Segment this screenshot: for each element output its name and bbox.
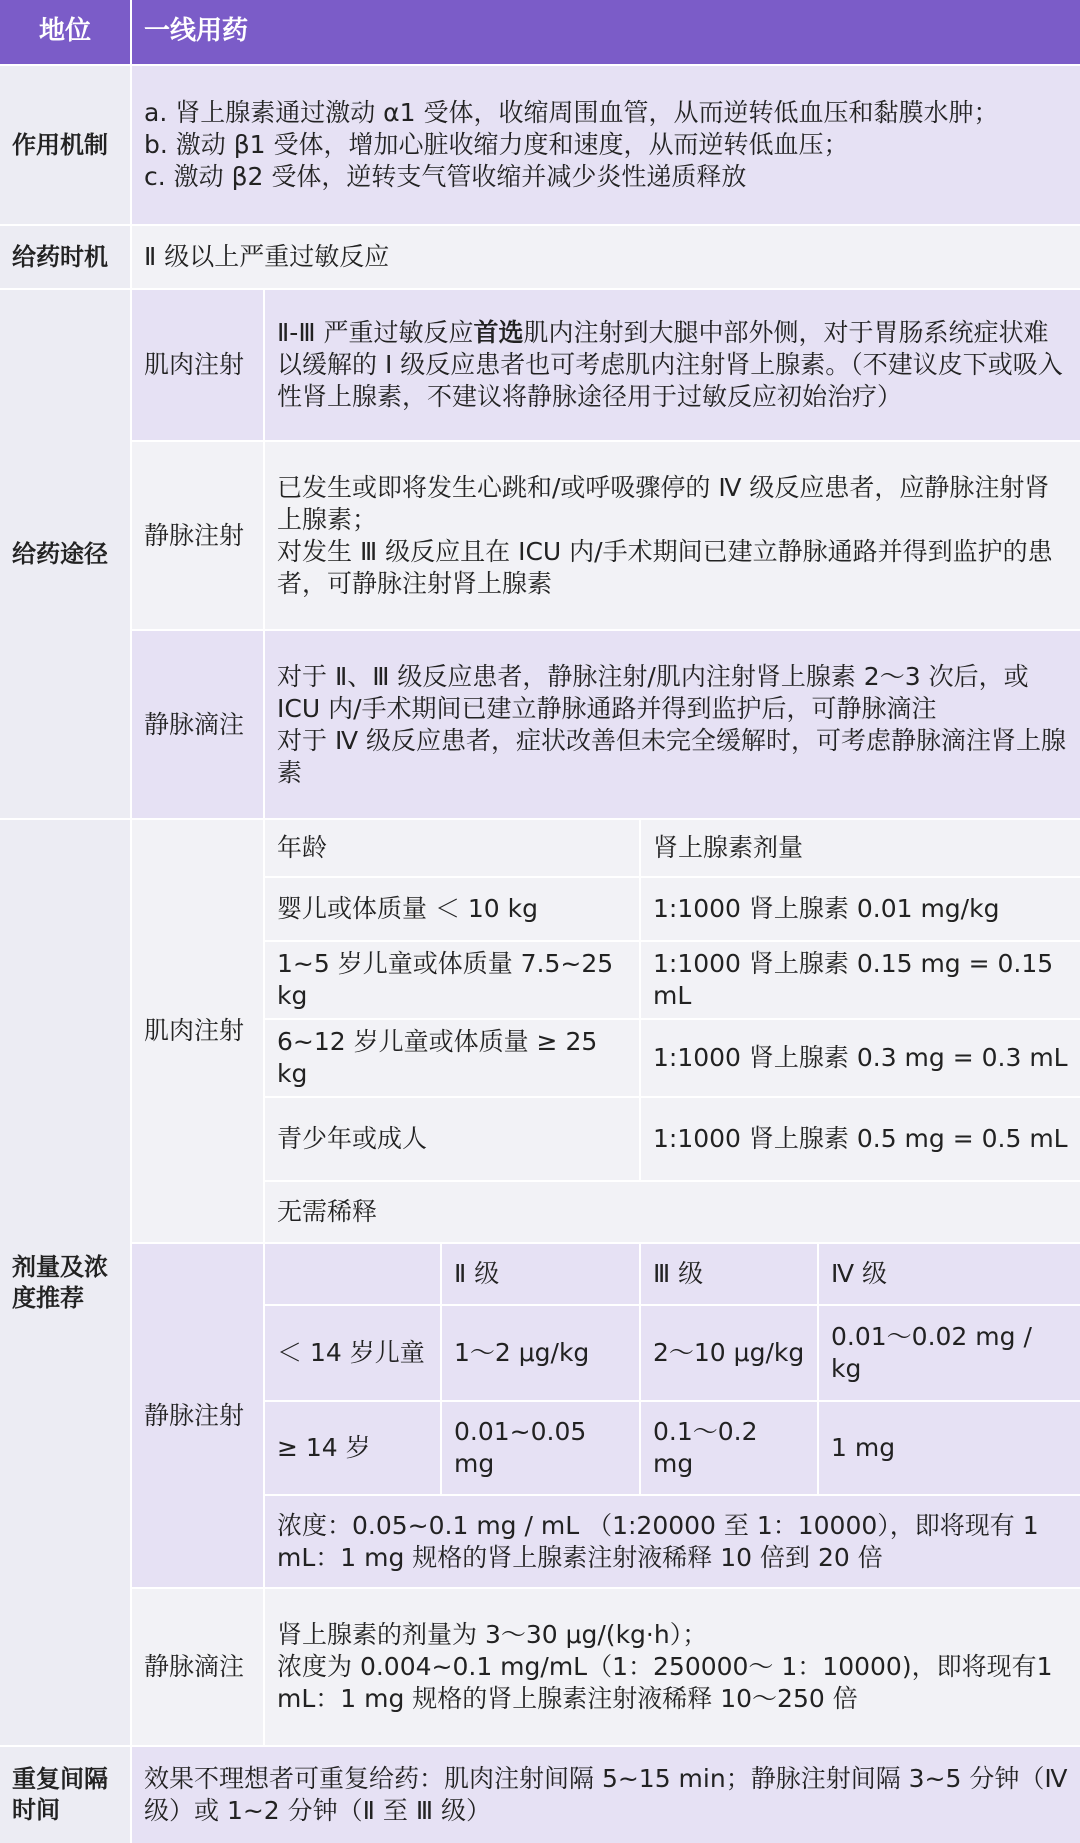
dose-im-age-1: 1~5 岁儿童或体质量 7.5~25 kg xyxy=(263,940,639,1018)
dose-iv-grade-4: Ⅳ 级 xyxy=(817,1242,1080,1304)
dose-im-note: 无需稀释 xyxy=(263,1180,1080,1242)
route-im-text-bold: 首选 xyxy=(473,318,524,347)
repeat-label: 重复间隔时间 xyxy=(0,1745,130,1843)
dose-iv-note: 浓度：0.05~0.1 mg / mL （1:20000 至 1：10000），即将现有 1 mL：1 mg 规格的肾上腺素注射液稀释 10 倍到 20 倍 xyxy=(263,1494,1080,1587)
mechanism-line-c: c. 激动 β2 受体，逆转支气管收缩并减少炎性递质释放 xyxy=(144,162,747,191)
dose-im-dose-1: 1:1000 肾上腺素 0.15 mg = 0.15 mL xyxy=(639,940,1080,1018)
dose-iv-value-0-0: 1～2 μg/kg xyxy=(440,1304,639,1400)
dose-iv-grade-2: Ⅱ 级 xyxy=(440,1242,639,1304)
route-drip-line1: 对于 Ⅱ、Ⅲ 级反应患者，静脉注射/肌内注射肾上腺素 2～3 次后，或 ICU 内/手术期间已建立静脉通路并得到监护后，可静脉滴注 xyxy=(277,661,1029,723)
dose-iv-value-0-2: 0.01～0.02 mg / kg xyxy=(817,1304,1080,1400)
mechanism-line-a: a. 肾上腺素通过激动 α1 受体，收缩周围血管，从而逆转低血压和黏膜水肿； xyxy=(144,98,999,127)
dose-im-head-dose: 肾上腺素剂量 xyxy=(639,818,1080,876)
route-iv-name: 静脉注射 xyxy=(130,440,263,629)
dose-im-head-age: 年龄 xyxy=(263,818,639,876)
header-first-line-drug: 一线用药 xyxy=(130,0,1080,64)
dose-label: 剂量及浓度推荐 xyxy=(0,818,130,1745)
dose-iv-value-0-1: 2～10 μg/kg xyxy=(639,1304,817,1400)
route-im-text-after: 肌内注射到大腿中部外侧，对于胃肠系统症状难以缓解的 I 级反应患者也可考虑肌内注射肾上腺素。（不建议皮下或吸入性肾上腺素，不建议将静脉途径用于过敏反应初始治疗） xyxy=(277,318,1063,411)
dose-im-dose-2: 1:1000 肾上腺素 0.3 mg = 0.3 mL xyxy=(639,1018,1080,1096)
dose-iv-group-1: ≥ 14 岁 xyxy=(263,1400,440,1494)
timing-label: 给药时机 xyxy=(0,224,130,288)
mechanism-label: 作用机制 xyxy=(0,64,130,224)
dose-drip-line2: 浓度为 0.004~0.1 mg/mL（1：250000～ 1：10000)，即将现有1 mL：1 mg 规格的肾上腺素注射液稀释 10～250 倍 xyxy=(277,1652,1053,1713)
route-drip-name: 静脉滴注 xyxy=(130,629,263,818)
route-im-text-before: Ⅱ-Ⅲ 严重过敏反应 xyxy=(277,318,474,347)
route-drip-line2: 对于 Ⅳ 级反应患者，症状改善但未完全缓解时，可考虑静脉滴注肾上腺素 xyxy=(277,725,1066,787)
route-im-name: 肌肉注射 xyxy=(130,288,263,440)
timing-content: Ⅱ 级以上严重过敏反应 xyxy=(130,224,1080,288)
dose-im-dose-0: 1:1000 肾上腺素 0.01 mg/kg xyxy=(639,876,1080,940)
route-iv-line2: 对发生 Ⅲ 级反应且在 ICU 内/手术期间已建立静脉通路并得到监护的患者，可静脉注射肾上腺素 xyxy=(277,536,1053,598)
dose-drip-name: 静脉滴注 xyxy=(130,1587,263,1745)
route-label: 给药途径 xyxy=(0,288,130,818)
dose-iv-value-1-0: 0.01~0.05 mg xyxy=(440,1400,639,1494)
dose-iv-value-1-1: 0.1～0.2 mg xyxy=(639,1400,817,1494)
repeat-content: 效果不理想者可重复给药：肌肉注射间隔 5~15 min；静脉注射间隔 3~5 分钟（Ⅳ 级）或 1~2 分钟（Ⅱ 至 Ⅲ 级） xyxy=(130,1745,1080,1843)
mechanism-content xyxy=(130,64,1080,224)
route-iv-content xyxy=(263,440,1080,629)
dose-im-dose-3: 1:1000 肾上腺素 0.5 mg = 0.5 mL xyxy=(639,1096,1080,1180)
dose-iv-grade-3: Ⅲ 级 xyxy=(639,1242,817,1304)
route-im-content xyxy=(263,288,1080,440)
dose-iv-value-1-2: 1 mg xyxy=(817,1400,1080,1494)
header-position-label: 地位 xyxy=(0,0,130,64)
dose-im-age-0: 婴儿或体质量 ＜ 10 kg xyxy=(263,876,639,940)
dose-im-age-2: 6~12 岁儿童或体质量 ≥ 25 kg xyxy=(263,1018,639,1096)
dose-im-age-3: 青少年或成人 xyxy=(263,1096,639,1180)
route-iv-line1: 已发生或即将发生心跳和/或呼吸骤停的 Ⅳ 级反应患者，应静脉注射肾上腺素； xyxy=(277,472,1050,534)
dose-im-name: 肌肉注射 xyxy=(130,818,263,1242)
dose-drip-content xyxy=(263,1587,1080,1745)
dose-iv-corner xyxy=(263,1242,440,1304)
dose-drip-line1: 肾上腺素的剂量为 3～30 μg/(kg·h）； xyxy=(277,1620,708,1649)
dose-iv-group-0: ＜ 14 岁儿童 xyxy=(263,1304,440,1400)
mechanism-line-b: b. 激动 β1 受体，增加心脏收缩力度和速度，从而逆转低血压； xyxy=(144,130,849,159)
route-drip-content xyxy=(263,629,1080,818)
dose-iv-name: 静脉注射 xyxy=(130,1242,263,1587)
